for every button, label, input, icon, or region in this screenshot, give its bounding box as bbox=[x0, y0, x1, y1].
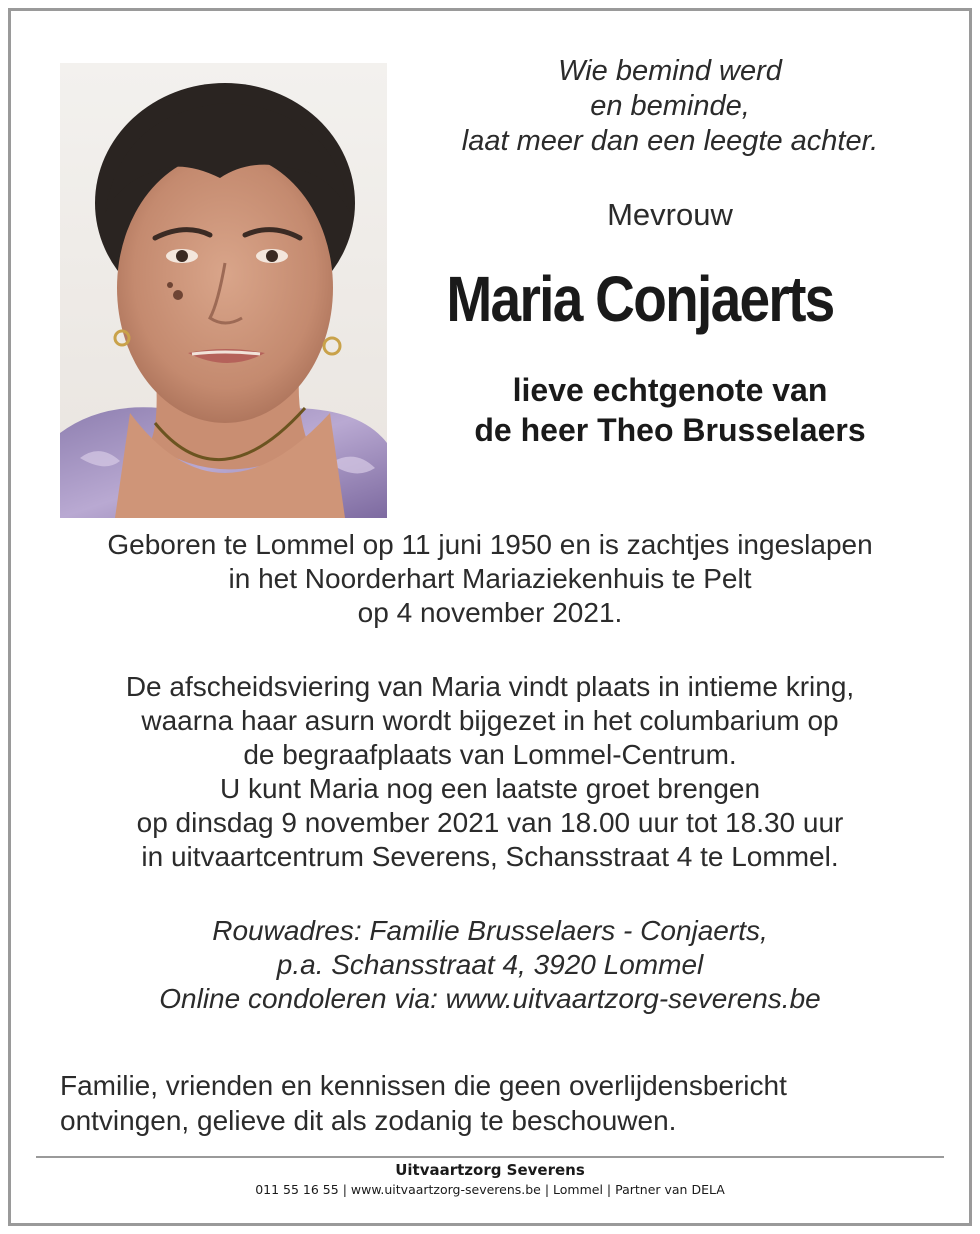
paragraph-line: op dinsdag 9 november 2021 van 18.00 uur tot 18.30 uur bbox=[136, 807, 844, 838]
quote-line: laat meer dan een leegte achter. bbox=[461, 125, 879, 157]
mourning-address bbox=[40, 914, 940, 1016]
relation-line: de heer Theo Brusselaers bbox=[474, 412, 866, 448]
deceased-name: Maria Conjaerts bbox=[446, 263, 834, 335]
paragraph-line: in het Noorderhart Mariaziekenhuis te Pelt bbox=[228, 563, 752, 594]
ceremony-paragraph bbox=[40, 670, 940, 874]
paragraph-line: in uitvaartcentrum Severens, Schansstraat 4 te Lommel. bbox=[141, 841, 839, 872]
condolence-link[interactable]: Online condoleren via: www.uitvaartzorg-severens.be bbox=[159, 983, 821, 1014]
paragraph-line: Familie, vrienden en kennissen die geen overlijdensbericht bbox=[60, 1070, 787, 1101]
memorial-quote bbox=[420, 54, 920, 159]
paragraph-line: op 4 november 2021. bbox=[357, 597, 623, 628]
funeral-home-contact: 011 55 16 55 | www.uitvaartzorg-severens.be | Lommel | Partner van DELA bbox=[255, 1182, 725, 1197]
relation-text bbox=[420, 370, 920, 450]
paragraph-line: waarna haar asurn wordt bijgezet in het columbarium op bbox=[141, 705, 839, 736]
salutation: Mevrouw bbox=[607, 197, 733, 232]
portrait-photo bbox=[60, 63, 387, 518]
quote-line: Wie bemind werd bbox=[558, 55, 782, 87]
funeral-home-name: Uitvaartzorg Severens bbox=[395, 1161, 585, 1179]
address-line: p.a. Schansstraat 4, 3920 Lommel bbox=[276, 949, 704, 980]
relation-line: lieve echtgenote van bbox=[512, 372, 828, 408]
paragraph-line: U kunt Maria nog een laatste groet brengen bbox=[219, 773, 761, 804]
address-line: Rouwadres: Familie Brusselaers - Conjaerts, bbox=[212, 915, 768, 946]
paragraph-line: Geboren te Lommel op 11 juni 1950 en is zachtjes ingeslapen bbox=[107, 529, 873, 560]
birth-death-paragraph bbox=[40, 528, 940, 630]
paragraph-line: De afscheidsviering van Maria vindt plaats in intieme kring, bbox=[125, 671, 855, 702]
paragraph-line: de begraafplaats van Lommel-Centrum. bbox=[243, 739, 737, 770]
quote-line: en beminde, bbox=[590, 90, 750, 122]
paragraph-line: ontvingen, gelieve dit als zodanig te beschouwen. bbox=[60, 1105, 677, 1136]
footer-divider bbox=[36, 1156, 944, 1158]
notice-paragraph bbox=[60, 1068, 930, 1138]
